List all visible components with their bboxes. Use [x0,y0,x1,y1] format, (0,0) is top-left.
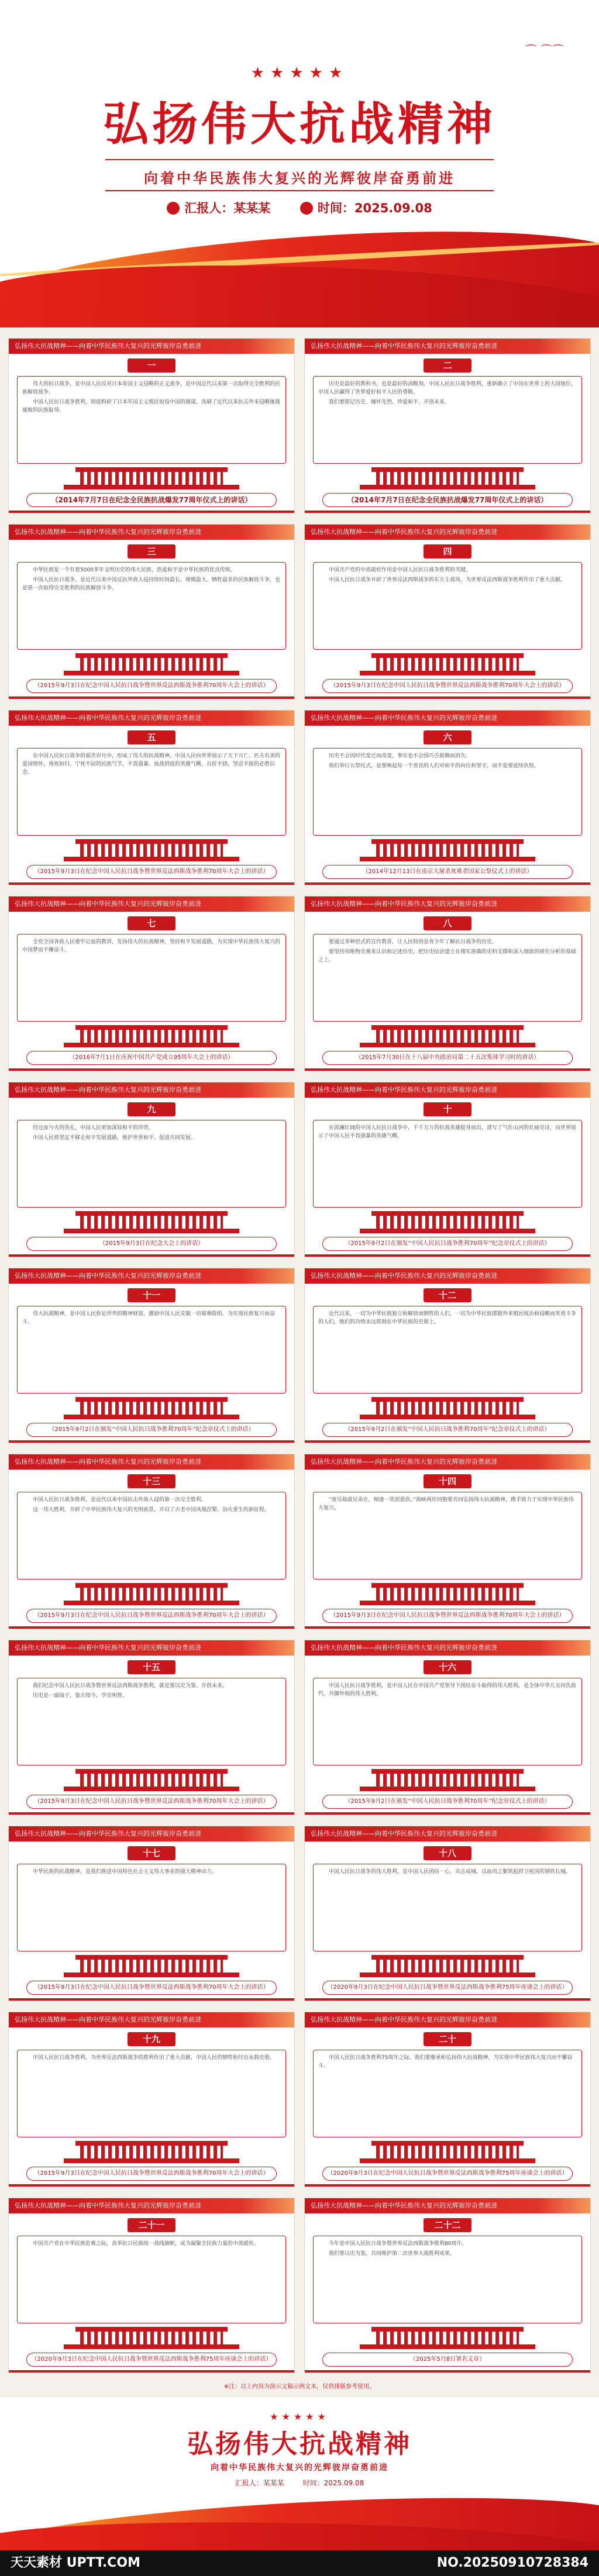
card-header: 弘扬伟大抗战精神——向着中华民族伟大复兴的光辉彼岸奋勇前进 [9,525,294,540]
card-body [313,376,582,464]
quote-card [8,1826,295,2001]
card-number: 十一 [128,1288,175,1302]
card-bottom-bar [9,1626,294,1629]
time-item [300,201,432,215]
card-number: 二十二 [424,2218,471,2232]
quote-card [8,710,295,885]
card-number: 十七 [128,1846,175,1860]
quote-card [8,2198,295,2373]
card-paragraph: 近代以来，一切为中华民族独立和解放而牺牲的人们，一切为中华民族摆脱外来殖民统治和侵略而英勇斗争的人们，他们的功绩永远铭刻在中华民族的史册上。 [318,1311,577,1325]
card-bottom-bar [9,511,294,513]
quote-card [304,2012,591,2187]
card-body [17,748,286,836]
card-body [17,1492,286,1580]
quote-card [304,338,591,513]
card-number: 六 [424,730,471,744]
footer-time: 时间：2025.09.08 [302,2479,364,2487]
card-number: 八 [424,916,471,930]
great-hall-icon [64,467,239,489]
great-hall-icon [64,2327,239,2349]
card-number: 二十 [424,2032,471,2046]
great-hall-icon [360,1955,535,1977]
great-hall-icon [64,2141,239,2163]
quote-card [304,1082,591,1257]
great-hall-icon [360,1025,535,1047]
card-header: 弘扬伟大抗战精神——向着中华民族伟大复兴的光辉彼岸奋勇前进 [305,1268,590,1284]
card-source: （2015年9月3日在纪念中国人民抗日战争暨世界反法西斯战争胜利70周年大会上的讲话） [26,679,277,693]
card-bottom-bar [305,1254,590,1257]
card-header: 弘扬伟大抗战精神——向着中华民族伟大复兴的光辉彼岸奋勇前进 [9,711,294,726]
card-body [17,2236,286,2323]
card-paragraph: 中国人民抗日战争胜利75周年之际，我们要继承和弘扬伟大抗战精神，为实现中华民族伟大复兴而不懈奋斗。 [318,2055,573,2069]
card-bottom-bar [305,1812,590,1815]
card-body [17,1120,286,1208]
card-number: 四 [424,544,471,558]
card-bottom-bar [9,696,294,699]
card-bottom-bar [9,1998,294,2001]
card-header: 弘扬伟大抗战精神——向着中华民族伟大复兴的光辉彼岸奋勇前进 [9,1826,294,1842]
great-hall-icon [64,1583,239,1605]
quote-card [304,2198,591,2373]
page-title: 弘扬伟大抗战精神 [102,98,496,151]
card-number: 十九 [128,2032,175,2046]
card-source: （2015年9月3日在纪念中国人民抗日战争暨世界反法西斯战争胜利70周年大会上的讲话） [26,865,277,879]
quote-card [8,1454,295,1629]
card-source: （2014年7月7日在纪念全民族抗战爆发77周年仪式上的讲话） [322,493,573,507]
reporter-item [167,201,270,215]
card-source: （2020年9月3日在纪念中国人民抗日战争暨世界反法西斯战争胜利75周年座谈会上的讲话） [322,1981,573,1995]
card-header: 弘扬伟大抗战精神——向着中华民族伟大复兴的光辉彼岸奋勇前进 [305,1640,590,1656]
card-body [313,562,582,650]
divider [105,159,494,160]
card-number: 十八 [424,1846,471,1860]
great-hall-icon [360,1211,535,1233]
great-hall-icon [360,467,535,489]
footer-subtitle: 向着中华民族伟大复兴的光辉彼岸奋勇前进 [211,2463,388,2472]
card-paragraph: 伟大抗战精神，是中国人民弥足珍贵的精神财富，激励中国人民克服一切艰难险阻、为实现民族复兴而奋斗。 [22,1311,276,1325]
card-paragraph: 中国人民抗日战争胜利，是中国人民在中国共产党领导下团结奋斗取得的伟大胜利，是全体中华儿女同仇敌忾、共御外侮的伟大胜利。 [318,1683,577,1697]
great-hall-icon [360,2141,535,2163]
quote-card [304,1640,591,1815]
card-header: 弘扬伟大抗战精神——向着中华民族伟大复兴的光辉彼岸奋勇前进 [9,1268,294,1284]
card-bottom-bar [305,2184,590,2187]
card-paragraph: 要通过多种形式的宣传教育，让人民特别是青少年了解抗日战争的历史。 [329,939,498,945]
card-header: 弘扬伟大抗战精神——向着中华民族伟大复兴的光辉彼岸奋勇前进 [9,339,294,354]
card-number: 十五 [128,1660,175,1674]
card-number: 十四 [424,1474,471,1488]
card-paragraph: 历史不会因时代变迁而改变，事实也不会因巧舌抵赖而消失。 [329,753,471,759]
card-header: 弘扬伟大抗战精神——向着中华民族伟大复兴的光辉彼岸奋勇前进 [305,1082,590,1098]
card-source: （2015年9月2日在颁发“中国人民抗日战争胜利70周年”纪念章仪式上的讲话） [26,1423,277,1437]
quote-grid [0,327,599,2379]
card-bottom-bar [9,1812,294,1815]
great-hall-icon [64,1397,239,1419]
card-header: 弘扬伟大抗战精神——向着中华民族伟大复兴的光辉彼岸奋勇前进 [9,1640,294,1656]
card-paragraph: 在波澜壮阔的中国人民抗日战争中，千千万万的抗战英雄挺身而出，谱写了气壮山河的壮丽史诗，向世界展示了中国人民不畏强暴的英雄气概。 [318,1125,577,1139]
footer-title: 弘扬伟大抗战精神 [187,2429,412,2459]
great-hall-icon [64,653,239,675]
card-number: 十二 [424,1288,471,1302]
card-bottom-bar [305,882,590,885]
card-paragraph: 我们举行公祭仪式，是要唤起每一个善良的人们对和平的向往和坚守，而不是要延续仇恨。 [329,763,540,769]
card-paragraph: 我们要以史为鉴，共同维护第二次世界大战胜利成果。 [329,2251,456,2257]
card-body [313,1864,582,1951]
card-header: 弘扬伟大抗战精神——向着中华民族伟大复兴的光辉彼岸奋勇前进 [9,896,294,912]
card-paragraph: 中国人民抗日战争胜利，是近代以来中国抗击外敌入侵的第一次完全胜利。 [33,1497,207,1503]
card-number: 二 [424,358,471,373]
card-paragraph: 中国人民抗日战争开辟了世界反法西斯战争的东方主战场，为世界反法西斯战争胜利作出了重大贡献。 [329,577,566,583]
card-number: 七 [128,916,175,930]
great-hall-icon [64,1769,239,1791]
card-body [17,1678,286,1765]
card-source: （2020年9月3日在纪念中国人民抗日战争暨世界反法西斯战争胜利75周年座谈会上的讲话） [26,2353,277,2367]
footer-meta [0,2478,599,2488]
card-paragraph: 我们纪念中国人民抗日战争暨世界反法西斯战争胜利，就是要以史为鉴、开创未来。 [33,1683,228,1689]
card-source: （2014年12月13日在南京大屠杀死难者国家公祭仪式上的讲话） [322,865,573,879]
card-bottom-bar [305,1068,590,1071]
card-header: 弘扬伟大抗战精神——向着中华民族伟大复兴的光辉彼岸奋勇前进 [305,1826,590,1842]
great-hall-icon [360,653,535,675]
card-paragraph: 中华民族是一个有着5000多年文明历史的伟大民族，热爱和平是中华民族的优良传统。 [33,567,236,573]
quote-card [8,338,295,513]
card-paragraph: “度尽劫波兄弟在，相逢一笑泯恩仇。”海峡两岸同胞要共同弘扬伟大抗战精神，携手致力于实现中华民族伟大复兴。 [318,1497,574,1511]
card-source: （2016年7月1日在庆祝中国共产党成立95周年大会上的讲话） [26,1051,277,1065]
quote-card [304,1268,591,1443]
card-bottom-bar [9,1068,294,1071]
card-paragraph: 今年是中国人民抗日战争暨世界反法西斯战争胜利80周年。 [329,2241,467,2247]
great-hall-icon [360,839,535,861]
card-bottom-bar [9,1254,294,1257]
card-paragraph: 历史是最好的教科书，也是最好的清醒剂。中国人民抗日战争胜利，重新确立了中国在世界上的大国地位，中国人民赢得了世界爱好和平人民的尊敬。 [318,381,577,395]
card-body [17,562,286,650]
card-body [17,934,286,1022]
card-bottom-bar [305,1440,590,1443]
great-hall-icon [64,1025,239,1047]
card-number: 二十一 [128,2218,175,2232]
card-paragraph: 我们要铭记历史、缅怀先烈、珍爱和平、开创未来。 [329,399,450,405]
card-number: 三 [128,544,175,558]
card-body [17,2050,286,2137]
card-header: 弘扬伟大抗战精神——向着中华民族伟大复兴的光辉彼岸奋勇前进 [305,2198,590,2213]
card-paragraph: 中国人民将坚定不移走和平发展道路，维护世界和平、促进共同发展。 [33,1135,197,1141]
card-number: 九 [128,1102,175,1116]
card-number: 五 [128,730,175,744]
great-hall-icon [360,1397,535,1419]
card-body [313,1678,582,1765]
quote-card [8,524,295,699]
stars-decoration: ★★★★★ [250,64,349,82]
card-source: （2015年9月3日在纪念中国人民抗日战争暨世界反法西斯战争胜利70周年大会上的讲话） [322,1609,573,1623]
card-header: 弘扬伟大抗战精神——向着中华民族伟大复兴的光辉彼岸奋勇前进 [305,1454,590,1470]
card-paragraph: 中国人民抗日战争胜利，为世界反法西斯战争的胜利作出了重大贡献，中国人民的牺牲和付出永载史册。 [33,2055,276,2061]
footer-reporter: 汇报人：某某某 [235,2479,284,2487]
page-subtitle: 向着中华民族伟大复兴的光辉彼岸奋勇前进 [144,170,455,187]
stars-decoration: ★★★★★ [270,2411,329,2422]
card-source: （2015年9月3日在纪念中国人民抗日战争暨世界反法西斯战争胜利70周年大会上的讲话） [26,1795,277,1809]
card-paragraph: 中国人民抗日战争的伟大胜利，是中国人民团结一心、众志成城，以血肉之躯筑起捍卫祖国的钢铁长城。 [329,1869,572,1875]
card-header: 弘扬伟大抗战精神——向着中华民族伟大复兴的光辉彼岸奋勇前进 [305,525,590,540]
card-header: 弘扬伟大抗战精神——向着中华民族伟大复兴的光辉彼岸奋勇前进 [305,339,590,354]
card-paragraph: 在中国人民抗日战争的艰苦岁月中，形成了伟大的抗战精神。中国人民向世界展示了天下兴亡、匹夫有责的爱国情怀，视死如归、宁死不屈的民族气节，不畏强暴、血战到底的英雄气概，百折不挠、坚忍不拔的必胜信念。 [22,753,281,775]
card-source: （2015年9月3日在纪念中国人民抗日战争暨世界反法西斯战争胜利70周年大会上的讲话） [26,1981,277,1995]
quote-card [8,2012,295,2187]
great-hall-icon [64,839,239,861]
card-source: （2015年9月3日在纪念中国人民抗日战争暨世界反法西斯战争胜利70周年大会上的讲话） [322,679,573,693]
reporter-label: 汇报人：某某某 [184,201,271,215]
great-hall-icon [64,1211,239,1233]
card-source: （2015年9月2日在颁发“中国人民抗日战争胜利70周年”纪念章仪式上的讲话） [322,1237,573,1251]
quote-card [8,1640,295,1815]
watermark-right: NO.20250910728384 [436,2556,588,2570]
card-bottom-bar [9,1440,294,1443]
footnote: ※注：以上内容为演示文稿示例文本，仅供排版参考使用。 [223,2384,376,2390]
card-number: 一 [128,358,175,373]
card-source: （2014年7月7日在纪念全民族抗战爆发77周年仪式上的讲话） [26,493,277,507]
quote-card [304,524,591,699]
card-paragraph: 历史是一面镜子，鉴古知今，学史明智。 [33,1693,128,1699]
card-bottom-bar [9,882,294,885]
card-paragraph: 中国人民抗日战争，是近代以来中国反抗外敌入侵持续时间最长、规模最大、牺牲最多的民族解放斗争，也是第一次取得完全胜利的民族解放斗争。 [22,577,281,591]
footer-banner [0,2397,599,2576]
card-source: （2025年5月8日署名文章） [322,2353,573,2367]
hero-banner [0,0,599,327]
card-body [313,1492,582,1580]
watermark-bar [0,2550,599,2576]
card-source: （2015年9月3日在纪念中国人民抗日战争暨世界反法西斯战争胜利70周年大会上的讲话） [26,1609,277,1623]
clock-icon [300,202,313,215]
birds-icon: ⌒ ⌒⌒ [525,43,564,57]
user-icon [167,202,180,215]
card-paragraph: 中华民族的抗战精神，是我们推进中国特色社会主义伟大事业的强大精神动力。 [33,1869,218,1875]
time-label: 时间：2025.09.08 [317,201,432,215]
card-bottom-bar [9,2370,294,2372]
card-body [313,1306,582,1394]
card-paragraph: 全党全国各族人民要牢记血的教训，发扬伟大的抗战精神，坚持和平发展道路，为实现中华民族伟大复兴的中国梦而不懈奋斗。 [22,939,281,953]
card-header: 弘扬伟大抗战精神——向着中华民族伟大复兴的光辉彼岸奋勇前进 [305,896,590,912]
card-paragraph: 伟大的抗日战争，是中国人民反对日本帝国主义侵略的正义战争，是中国近代以来第一次取得完全胜利的民族解放战争。 [22,381,281,395]
card-paragraph: 中国共产党的中流砥柱作用是中国人民抗日战争胜利的关键。 [329,567,471,573]
card-paragraph: 要坚持用唯物史观来认识和记述历史，把历史结论建立在翔实准确的史料支撑和深入细致的研究分析的基础之上。 [318,949,577,963]
card-header: 弘扬伟大抗战精神——向着中华民族伟大复兴的光辉彼岸奋勇前进 [9,1454,294,1470]
quote-card [304,1826,591,2001]
card-paragraph: 中国共产党在中华民族危难之际，高举抗日民族统一战线旗帜，成为凝聚全民族力量的中流砥柱。 [33,2241,260,2247]
watermark-left: 天天素材 UPTT.COM [11,2556,140,2570]
divider [105,190,494,191]
great-hall-icon [360,2327,535,2349]
quote-card [304,710,591,885]
great-hall-icon [360,1769,535,1791]
card-bottom-bar [305,511,590,513]
quote-card [304,1454,591,1629]
card-source: （2015年9月2日在颁发“中国人民抗日战争胜利70周年”纪念章仪式上的讲话） [322,1423,573,1437]
card-number: 十 [424,1102,471,1116]
great-hall-icon [64,1955,239,1977]
quote-card [304,896,591,1071]
card-body [313,2050,582,2137]
card-body [313,2236,582,2323]
card-source: （2015年9月3日在纪念大会上的讲话） [26,1237,277,1251]
card-body [313,1120,582,1208]
card-bottom-bar [305,696,590,699]
card-bottom-bar [305,1626,590,1629]
card-header: 弘扬伟大抗战精神——向着中华民族伟大复兴的光辉彼岸奋勇前进 [9,2012,294,2027]
card-source: （2015年9月2日在颁发“中国人民抗日战争胜利70周年”纪念章仪式上的讲话） [322,1795,573,1809]
card-body [17,1864,286,1951]
card-bottom-bar [305,1998,590,2001]
card-source: （2015年7月30日在十八届中央政治局第二十五次集体学习时的讲话） [322,1051,573,1065]
card-number: 十六 [424,1660,471,1674]
card-paragraph: 这一伟大胜利，开辟了中华民族伟大复兴的光明前景，开启了古老中国凤凰涅槃、浴火重生的新征程。 [33,1507,270,1513]
card-bottom-bar [305,2370,590,2372]
meta-info [0,199,599,216]
card-header: 弘扬伟大抗战精神——向着中华民族伟大复兴的光辉彼岸奋勇前进 [9,1082,294,1098]
card-bottom-bar [9,2184,294,2187]
card-paragraph: 经过血与火的洗礼，中国人民更加深知和平的珍贵。 [33,1125,154,1131]
card-header: 弘扬伟大抗战精神——向着中华民族伟大复兴的光辉彼岸奋勇前进 [305,711,590,726]
quote-card [8,1082,295,1257]
card-source: （2015年9月3日在纪念中国人民抗日战争暨世界反法西斯战争胜利70周年大会上的讲话） [26,2167,277,2181]
great-hall-icon [360,1583,535,1605]
card-body [17,376,286,464]
card-body [313,934,582,1022]
card-number: 十三 [128,1474,175,1488]
quote-card [8,896,295,1071]
card-paragraph: 中国人民抗日战争胜利，彻底粉碎了日本军国主义殖民奴役中国的图谋，洗刷了近代以来抗击外来侵略屡战屡败的民族耻辱。 [22,399,281,413]
quote-card [8,1268,295,1443]
card-body [17,1306,286,1394]
card-header: 弘扬伟大抗战精神——向着中华民族伟大复兴的光辉彼岸奋勇前进 [305,2012,590,2027]
card-body [313,748,582,836]
card-source: （2020年9月3日在纪念中国人民抗日战争暨世界反法西斯战争胜利75周年座谈会上的讲话） [322,2167,573,2181]
card-header: 弘扬伟大抗战精神——向着中华民族伟大复兴的光辉彼岸奋勇前进 [9,2198,294,2213]
